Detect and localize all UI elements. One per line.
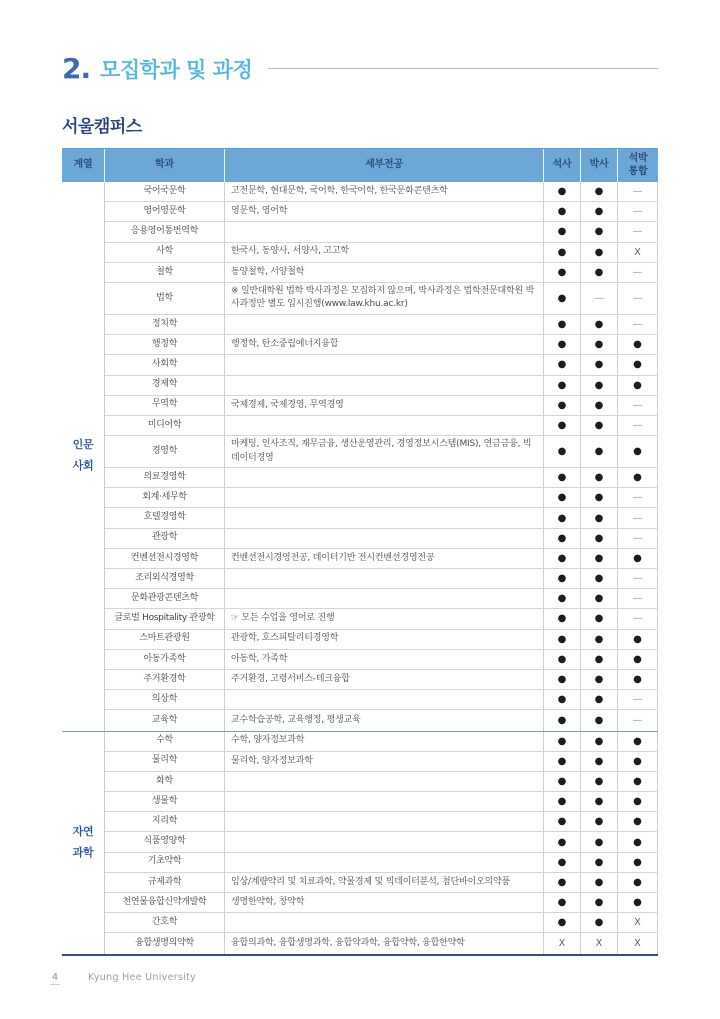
combined-mark: —: [618, 488, 658, 507]
table-row: [105, 508, 658, 528]
department-cell: 천연물융합신약개발학: [105, 893, 225, 912]
department-cell: 간호학: [105, 913, 225, 932]
majors-cell: ☞ 모든 수업을 영어로 진행: [225, 609, 544, 628]
department-cell: 행정학: [105, 335, 225, 354]
majors-cell: 생명한약학, 창약학: [225, 893, 544, 912]
footer-university-name: Kyung Hee University: [88, 972, 197, 983]
masters-mark: ●: [544, 609, 581, 628]
combined-mark: —: [618, 202, 658, 221]
department-cell: 조리외식경영학: [105, 569, 225, 588]
doctoral-mark: ●: [581, 529, 618, 548]
majors-cell: [225, 589, 544, 608]
masters-mark: ●: [544, 772, 581, 791]
doctoral-mark: ●: [581, 792, 618, 811]
doctoral-mark: ●: [581, 315, 618, 334]
doctoral-mark: ●: [581, 893, 618, 912]
doctoral-mark: ●: [581, 335, 618, 354]
category-label: 인문: [72, 438, 94, 452]
masters-mark: ●: [544, 335, 581, 354]
doctoral-mark: ●: [581, 752, 618, 771]
department-cell: 아동가족학: [105, 650, 225, 669]
table-row: [105, 488, 658, 508]
category-label: 과학: [72, 845, 94, 859]
header-majors: 세부전공: [225, 149, 544, 182]
table-row: [105, 529, 658, 549]
table-row: [105, 752, 658, 772]
department-cell: 관광학: [105, 529, 225, 548]
majors-cell: [225, 690, 544, 709]
page-number: 4: [52, 972, 59, 983]
majors-cell: [225, 853, 544, 872]
department-cell: 주거환경학: [105, 670, 225, 689]
combined-mark: ●: [618, 650, 658, 669]
doctoral-mark: ●: [581, 263, 618, 282]
combined-mark: ●: [618, 468, 658, 487]
table-row: [105, 436, 658, 468]
majors-cell: [225, 832, 544, 851]
department-cell: 호텔경영학: [105, 508, 225, 527]
table-row: [105, 690, 658, 710]
department-cell: 철학: [105, 263, 225, 282]
department-cell: 기초약학: [105, 853, 225, 872]
department-cell: 규제과학: [105, 873, 225, 892]
doctoral-mark: ●: [581, 670, 618, 689]
masters-mark: ●: [544, 202, 581, 221]
doctoral-mark: ●: [581, 396, 618, 415]
masters-mark: X: [544, 933, 581, 953]
header-category: 계열: [62, 149, 105, 182]
majors-cell: 아동학, 가족학: [225, 650, 544, 669]
doctoral-mark: ●: [581, 488, 618, 507]
header-combined-line1: 석박: [628, 153, 648, 164]
masters-mark: ●: [544, 630, 581, 649]
masters-mark: ●: [544, 488, 581, 507]
majors-cell: 동양철학, 서양철학: [225, 263, 544, 282]
department-cell: 사학: [105, 243, 225, 262]
table-row: [105, 609, 658, 629]
masters-mark: ●: [544, 832, 581, 851]
department-cell: 융합생명의약학: [105, 933, 225, 953]
masters-mark: ●: [544, 508, 581, 527]
masters-mark: ●: [544, 650, 581, 669]
header-doctoral: 박사: [581, 149, 618, 182]
doctoral-mark: ●: [581, 376, 618, 395]
table-group: [62, 732, 658, 954]
department-cell: 의상학: [105, 690, 225, 709]
combined-mark: —: [618, 416, 658, 435]
doctoral-mark: ●: [581, 650, 618, 669]
department-cell: 영어영문학: [105, 202, 225, 221]
department-cell: 사회학: [105, 355, 225, 374]
department-cell: 미디어학: [105, 416, 225, 435]
category-label: 자연: [72, 824, 94, 838]
combined-mark: —: [618, 182, 658, 201]
combined-mark: —: [618, 222, 658, 241]
masters-mark: ●: [544, 436, 581, 467]
group-rows: [105, 182, 658, 731]
majors-cell: 행정학, 탄소중립에너지융합: [225, 335, 544, 354]
majors-cell: 국제경제, 국제경영, 무역경영: [225, 396, 544, 415]
majors-cell: 고전문학, 현대문학, 국어학, 한국어학, 한국문화콘텐츠학: [225, 182, 544, 201]
combined-mark: —: [618, 396, 658, 415]
doctoral-mark: X: [581, 933, 618, 953]
department-cell: 생물학: [105, 792, 225, 811]
table-row: [105, 630, 658, 650]
doctoral-mark: —: [581, 283, 618, 314]
table-row: [105, 772, 658, 792]
page-footer: [50, 972, 196, 985]
doctoral-mark: ●: [581, 873, 618, 892]
majors-cell: [225, 569, 544, 588]
combined-mark: —: [618, 529, 658, 548]
combined-mark: —: [618, 710, 658, 730]
majors-cell: 융합의과학, 융합생명과학, 융합약과학, 융합약학, 융합한약학: [225, 933, 544, 953]
combined-mark: ●: [618, 732, 658, 751]
table-row: [105, 732, 658, 752]
doctoral-mark: ●: [581, 772, 618, 791]
combined-mark: ●: [618, 630, 658, 649]
department-cell: 글로벌 Hospitality 관광학: [105, 609, 225, 628]
table-row: [105, 243, 658, 263]
table-row: [105, 468, 658, 488]
masters-mark: ●: [544, 243, 581, 262]
masters-mark: ●: [544, 913, 581, 932]
majors-cell: 물리학, 양자정보과학: [225, 752, 544, 771]
category-cell: [62, 182, 105, 731]
masters-mark: ●: [544, 873, 581, 892]
department-cell: 화학: [105, 772, 225, 791]
table-row: [105, 913, 658, 933]
majors-cell: [225, 772, 544, 791]
combined-mark: ●: [618, 376, 658, 395]
department-cell: 무역학: [105, 396, 225, 415]
masters-mark: ●: [544, 222, 581, 241]
table-row: [105, 873, 658, 893]
masters-mark: ●: [544, 752, 581, 771]
table-row: [105, 335, 658, 355]
doctoral-mark: ●: [581, 468, 618, 487]
majors-cell: [225, 488, 544, 507]
combined-mark: X: [618, 913, 658, 932]
masters-mark: ●: [544, 182, 581, 201]
masters-mark: ●: [544, 549, 581, 568]
doctoral-mark: ●: [581, 222, 618, 241]
table-row: [105, 202, 658, 222]
doctoral-mark: ●: [581, 508, 618, 527]
table-row: [105, 893, 658, 913]
masters-mark: ●: [544, 263, 581, 282]
combined-mark: ●: [618, 792, 658, 811]
majors-cell: 영문학, 영어학: [225, 202, 544, 221]
masters-mark: ●: [544, 812, 581, 831]
department-cell: 식품영양학: [105, 832, 225, 851]
masters-mark: ●: [544, 710, 581, 730]
table-row: [105, 263, 658, 283]
combined-mark: ●: [618, 549, 658, 568]
combined-mark: ●: [618, 335, 658, 354]
combined-mark: —: [618, 609, 658, 628]
doctoral-mark: ●: [581, 732, 618, 751]
majors-cell: [225, 355, 544, 374]
header-department: 학과: [105, 149, 225, 182]
masters-mark: ●: [544, 690, 581, 709]
table-row: [105, 222, 658, 242]
table-row: [105, 853, 658, 873]
combined-mark: ●: [618, 772, 658, 791]
masters-mark: ●: [544, 283, 581, 314]
heading-rule: [268, 68, 658, 69]
table-row: [105, 416, 658, 436]
doctoral-mark: ●: [581, 589, 618, 608]
department-cell: 경제학: [105, 376, 225, 395]
combined-mark: —: [618, 315, 658, 334]
group-rows: [105, 732, 658, 954]
table-row: [105, 710, 658, 730]
header-combined-line2: 통합: [628, 165, 648, 177]
table-row: [105, 569, 658, 589]
masters-mark: ●: [544, 569, 581, 588]
majors-cell: [225, 468, 544, 487]
masters-mark: ●: [544, 468, 581, 487]
combined-mark: ●: [618, 752, 658, 771]
doctoral-mark: ●: [581, 182, 618, 201]
table-row: [105, 650, 658, 670]
majors-cell: 주거환경, 고령서비스-테크융합: [225, 670, 544, 689]
departments-table: [62, 148, 658, 956]
majors-cell: 컨벤션전시경영전공, 데이터기반 전시컨벤션경영전공: [225, 549, 544, 568]
table-row: [105, 376, 658, 396]
department-cell: 스마트관광원: [105, 630, 225, 649]
section-heading: [62, 52, 658, 85]
table-row: [105, 283, 658, 315]
table-row: [105, 396, 658, 416]
majors-cell: [225, 529, 544, 548]
masters-mark: ●: [544, 355, 581, 374]
combined-mark: ●: [618, 873, 658, 892]
doctoral-mark: ●: [581, 812, 618, 831]
combined-mark: —: [618, 690, 658, 709]
majors-cell: [225, 508, 544, 527]
combined-mark: —: [618, 569, 658, 588]
department-cell: 경영학: [105, 436, 225, 467]
majors-cell: [225, 792, 544, 811]
combined-mark: ●: [618, 832, 658, 851]
combined-mark: —: [618, 263, 658, 282]
doctoral-mark: ●: [581, 609, 618, 628]
section-title: 모집학과 및 과정: [100, 57, 253, 82]
table-row: [105, 670, 658, 690]
majors-cell: [225, 913, 544, 932]
combined-mark: ●: [618, 670, 658, 689]
combined-mark: X: [618, 933, 658, 953]
category-cell: [62, 732, 105, 954]
table-header-row: [62, 148, 658, 182]
table-row: [105, 792, 658, 812]
doctoral-mark: ●: [581, 690, 618, 709]
majors-cell: 관광학, 호스피탈리티경영학: [225, 630, 544, 649]
combined-mark: ●: [618, 853, 658, 872]
majors-cell: 수학, 양자정보과학: [225, 732, 544, 751]
campus-title: 서울캠퍼스: [62, 117, 142, 137]
masters-mark: ●: [544, 732, 581, 751]
masters-mark: ●: [544, 416, 581, 435]
masters-mark: ●: [544, 376, 581, 395]
department-cell: 지리학: [105, 812, 225, 831]
department-cell: 의료경영학: [105, 468, 225, 487]
masters-mark: ●: [544, 315, 581, 334]
majors-cell: 마케팅, 인사조직, 재무금융, 생산운영관리, 경영정보시스템(MIS), 연금금융, 빅데이터경영: [225, 436, 544, 467]
combined-mark: X: [618, 243, 658, 262]
masters-mark: ●: [544, 670, 581, 689]
table-row: [105, 589, 658, 609]
doctoral-mark: ●: [581, 710, 618, 730]
department-cell: 수학: [105, 732, 225, 751]
combined-mark: ●: [618, 812, 658, 831]
majors-cell: 한국사, 동양사, 서양사, 고고학: [225, 243, 544, 262]
doctoral-mark: ●: [581, 243, 618, 262]
header-masters: 석사: [544, 149, 581, 182]
doctoral-mark: ●: [581, 202, 618, 221]
doctoral-mark: ●: [581, 549, 618, 568]
combined-mark: —: [618, 589, 658, 608]
doctoral-mark: ●: [581, 436, 618, 467]
majors-cell: [225, 222, 544, 241]
majors-cell: [225, 376, 544, 395]
majors-cell: [225, 315, 544, 334]
doctoral-mark: ●: [581, 569, 618, 588]
combined-mark: ●: [618, 436, 658, 467]
doctoral-mark: ●: [581, 416, 618, 435]
majors-cell: [225, 416, 544, 435]
majors-cell: ※ 일반대학원 법학 박사과정은 모집하지 않으며, 박사과정은 법학전문대학원 박사과정만 별도 입시진행(www.law.khu.ac.kr): [225, 283, 544, 314]
doctoral-mark: ●: [581, 853, 618, 872]
table-group: [62, 182, 658, 732]
section-number: 2.: [62, 52, 91, 85]
department-cell: 문화관광콘텐츠학: [105, 589, 225, 608]
department-cell: 법학: [105, 283, 225, 314]
category-label: 사회: [72, 459, 94, 473]
table-row: [105, 812, 658, 832]
doctoral-mark: ●: [581, 913, 618, 932]
department-cell: 국어국문학: [105, 182, 225, 201]
doctoral-mark: ●: [581, 832, 618, 851]
table-row: [105, 832, 658, 852]
table-row: [105, 315, 658, 335]
combined-mark: —: [618, 283, 658, 314]
department-cell: 회계·세무학: [105, 488, 225, 507]
table-row: [105, 933, 658, 953]
department-cell: 컨벤션전시경영학: [105, 549, 225, 568]
combined-mark: —: [618, 508, 658, 527]
table-row: [105, 182, 658, 202]
table-row: [105, 355, 658, 375]
masters-mark: ●: [544, 792, 581, 811]
header-combined: [618, 149, 658, 182]
department-cell: 정치학: [105, 315, 225, 334]
department-cell: 교육학: [105, 710, 225, 730]
combined-mark: ●: [618, 355, 658, 374]
masters-mark: ●: [544, 396, 581, 415]
doctoral-mark: ●: [581, 355, 618, 374]
table-body: [62, 182, 658, 956]
majors-cell: 임상/계량약리 및 치료과학, 약물경제 및 빅데이터분석, 첨단바이오의약품: [225, 873, 544, 892]
table-row: [105, 549, 658, 569]
masters-mark: ●: [544, 853, 581, 872]
majors-cell: 교수학습공학, 교육행정, 평생교육: [225, 710, 544, 730]
majors-cell: [225, 812, 544, 831]
masters-mark: ●: [544, 589, 581, 608]
department-cell: 응용영어통번역학: [105, 222, 225, 241]
department-cell: 물리학: [105, 752, 225, 771]
masters-mark: ●: [544, 529, 581, 548]
masters-mark: ●: [544, 893, 581, 912]
doctoral-mark: ●: [581, 630, 618, 649]
combined-mark: ●: [618, 893, 658, 912]
